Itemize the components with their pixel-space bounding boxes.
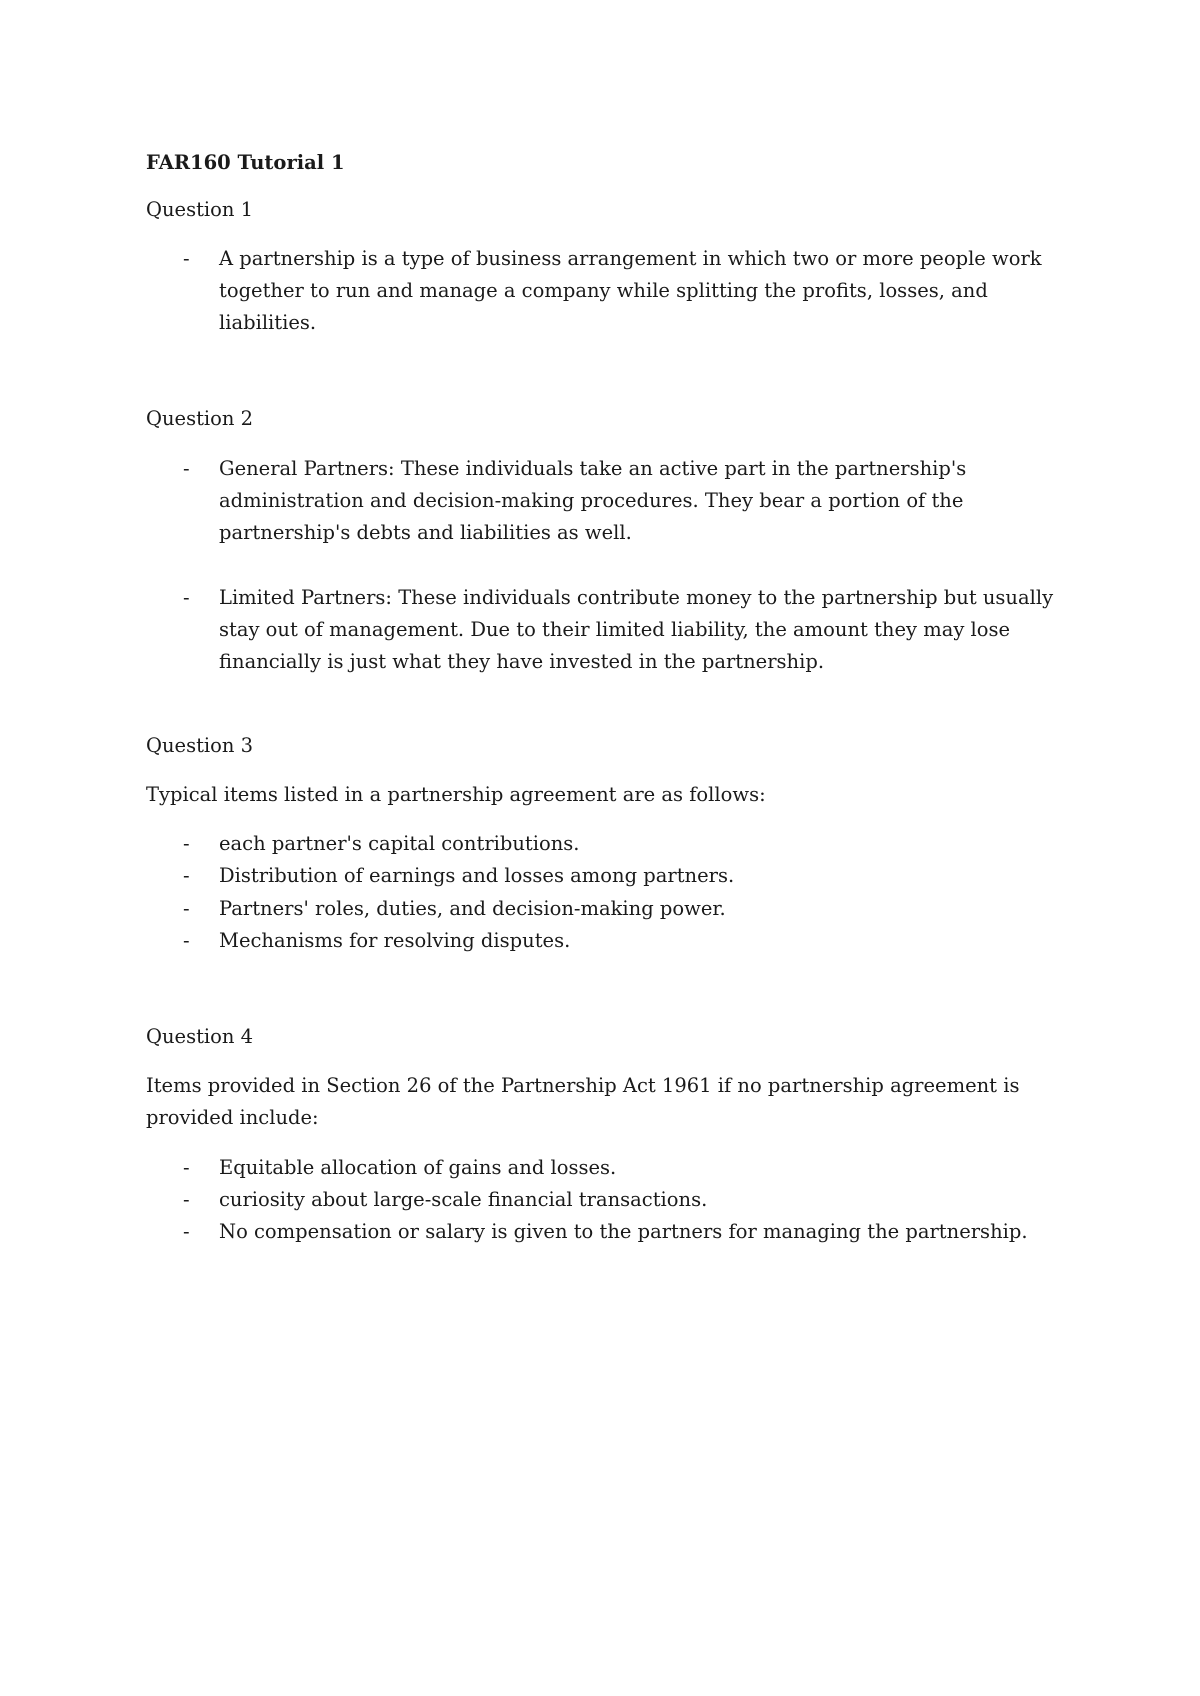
list-item: Equitable allocation of gains and losses. [219, 1156, 617, 1179]
bullet-dash: - [183, 864, 190, 887]
bullet-dash: - [183, 1188, 190, 1211]
bullet-text: A partnership is a type of business arrangement in which two or more people work together to run and manage a company while splitting the profits, losses, and liabilities. [219, 247, 1042, 334]
bullet-dash: - [183, 586, 190, 609]
list-item: Distribution of earnings and losses among partners. [219, 864, 735, 887]
bullet-dash: - [183, 1220, 190, 1243]
bullet-text: General Partners: These individuals take an active part in the partnership's administration and decision-making procedures. They bear a portion of the partnership's debts and liabilities as well. [219, 457, 967, 544]
question-2-heading: Question 2 [146, 407, 254, 430]
bullet-dash: - [183, 897, 190, 920]
list-item: Mechanisms for resolving disputes. [219, 929, 571, 952]
bullet-dash: - [183, 457, 190, 480]
bullet-text: Limited Partners: These individuals contribute money to the partnership but usually stay out of management. Due to their limited liability, the amount they may lose financially is just what they have invested in the partnership. [219, 586, 1054, 673]
list-item: Partners' roles, duties, and decision-making power. [219, 897, 726, 920]
question-4-heading: Question 4 [146, 1025, 254, 1048]
question-3-intro: Typical items listed in a partnership agreement are as follows: [146, 783, 766, 806]
question-1-heading: Question 1 [146, 198, 254, 221]
bullet-dash: - [183, 247, 190, 270]
list-item: each partner's capital contributions. [219, 832, 580, 855]
bullet-dash: - [183, 1156, 190, 1179]
list-item: curiosity about large-scale financial transactions. [219, 1188, 708, 1211]
bullet-dash: - [183, 832, 190, 855]
list-item: No compensation or salary is given to the partners for managing the partnership. [219, 1220, 1028, 1243]
document-title: FAR160 Tutorial 1 [146, 151, 345, 174]
bullet-dash: - [183, 929, 190, 952]
question-4-intro: Items provided in Section 26 of the Partnership Act 1961 if no partnership agreement is provided include: [146, 1074, 1020, 1129]
question-3-heading: Question 3 [146, 734, 254, 757]
